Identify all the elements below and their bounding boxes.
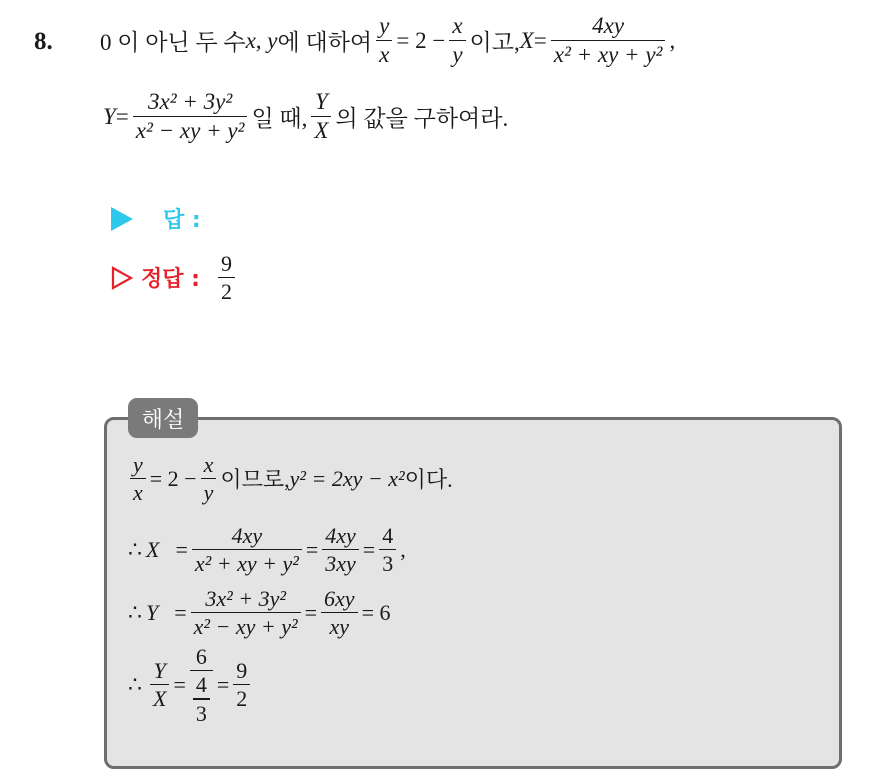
correct-answer-label: 정답 : — [141, 267, 200, 293]
therefore-symbol: ∴ — [128, 536, 142, 562]
fraction-numerator: 4 — [195, 672, 207, 698]
fraction-denominator: xy — [329, 614, 350, 640]
fraction-numerator: 9 — [220, 251, 232, 276]
fraction-bar — [449, 40, 465, 41]
solution-line-4 — [128, 645, 254, 725]
fraction-numerator: 9 — [236, 658, 248, 684]
fraction-bar — [133, 116, 248, 117]
fraction-numerator: 3x² + 3y² — [148, 89, 233, 114]
question-prompt-text: 의 값을 구하여라. — [335, 106, 509, 132]
question-line-2 — [103, 90, 508, 143]
solution-line-3 — [128, 587, 391, 638]
fraction-bar — [321, 612, 358, 613]
equals-sign: = — [175, 536, 188, 562]
fraction-4-over-3 — [379, 524, 396, 575]
fraction-bar — [150, 684, 169, 685]
question-vars: x, y — [245, 27, 278, 53]
correct-answer-fraction — [218, 252, 235, 303]
fraction-X-definition — [551, 14, 666, 67]
fraction-denominator: 2 — [236, 686, 248, 712]
question-after-text: 이고, — [469, 30, 520, 56]
solution-line-2 — [128, 524, 406, 575]
equals-two-minus: = 2 − — [149, 465, 197, 491]
fraction-denominator: 2 — [220, 279, 232, 305]
variable-X: X — [146, 536, 160, 562]
outline-triangle-icon — [111, 266, 133, 290]
fraction-numerator: x — [203, 452, 214, 477]
fraction-numerator: Y — [315, 89, 328, 114]
fraction-bar — [311, 116, 331, 117]
fraction-bar — [218, 277, 235, 278]
fraction-y-over-x — [130, 453, 146, 504]
fraction-6xy-over-xy — [321, 587, 358, 638]
fraction-denominator: X — [314, 118, 329, 144]
solution-line-1 — [126, 453, 453, 504]
fraction-bar — [376, 40, 392, 41]
fraction-bar — [192, 549, 302, 550]
fraction-bar — [191, 612, 301, 613]
fraction-Y-definition — [133, 90, 248, 143]
fraction-numerator: 4xy — [231, 523, 263, 548]
fraction-denominator: x² − xy + y² — [135, 118, 245, 144]
fraction-numerator: 6 — [195, 644, 207, 669]
fraction-numerator: Y — [153, 658, 166, 684]
fraction-denominator: x² + xy + y² — [194, 551, 299, 577]
fraction-y-over-x — [376, 14, 392, 67]
equals-two-minus: = 2 − — [396, 27, 446, 53]
fraction-denominator: x — [379, 42, 390, 68]
solution-ending-text: 이다. — [404, 467, 453, 493]
fraction-denominator: x — [133, 480, 143, 506]
comma: , — [669, 27, 676, 53]
fraction-bar — [193, 698, 210, 699]
fraction-bar — [379, 549, 396, 550]
fraction-numerator: 4xy — [592, 13, 625, 38]
equals-six: = 6 — [361, 599, 391, 625]
fraction-numerator: y — [133, 452, 143, 477]
fraction-denominator — [190, 673, 213, 724]
fraction-denominator: x² − xy + y² — [193, 614, 298, 640]
equals-sign: = — [115, 103, 129, 129]
fraction-x-over-y — [201, 453, 217, 504]
variable-Y: Y — [146, 599, 159, 625]
inner-fraction — [193, 673, 210, 724]
fraction-Y-over-X — [311, 90, 331, 143]
equals-sign: = — [216, 671, 230, 697]
question-number: 8. — [34, 28, 53, 55]
equals-sign: = — [304, 599, 318, 625]
fraction-numerator: 4xy — [325, 523, 356, 548]
compound-fraction — [190, 645, 213, 725]
solution-connective-text: 이므로, — [220, 467, 290, 493]
equals-sign: = — [533, 27, 547, 53]
solution-tag: 해설 — [128, 398, 198, 438]
fraction-bar — [233, 684, 250, 685]
equals-sign: = — [173, 671, 186, 697]
answer-label: 답 : — [163, 208, 201, 233]
fraction-denominator: y — [203, 480, 214, 506]
fraction-numerator: x — [452, 13, 463, 38]
comma: , — [400, 536, 406, 562]
fraction-bar — [201, 478, 217, 479]
fraction-bar — [130, 478, 146, 479]
fraction-denominator: X — [153, 686, 167, 712]
equals-sign: = — [305, 536, 319, 562]
therefore-symbol: ∴ — [128, 599, 142, 625]
fraction-numerator: 6xy — [324, 586, 355, 611]
fraction-numerator: 3x² + 3y² — [205, 586, 286, 611]
question-lead-text: 0 이 아닌 두 수 — [100, 30, 246, 56]
variable-X: X — [519, 27, 534, 53]
equals-sign: = — [362, 536, 376, 562]
fraction-bar — [551, 40, 666, 41]
answer-row — [111, 203, 201, 234]
fraction-numerator: 4 — [382, 523, 394, 548]
fraction-denominator: 3 — [195, 700, 207, 726]
question-line-1 — [100, 14, 675, 67]
question-mid-text: 에 대하여 — [277, 30, 373, 56]
fraction-bar — [190, 670, 213, 671]
fraction-numerator: y — [379, 13, 390, 38]
correct-answer-row — [111, 252, 239, 303]
fraction-denominator: 3xy — [325, 551, 356, 577]
solution-expression: y² = 2xy − x² — [289, 465, 405, 491]
therefore-symbol: ∴ — [128, 671, 142, 697]
fraction-9-over-2 — [233, 659, 250, 710]
fraction-X-definition — [192, 524, 302, 575]
fraction-4xy-over-3xy — [322, 524, 359, 575]
fraction-denominator: x² + xy + y² — [553, 42, 663, 68]
fraction-denominator: y — [452, 42, 463, 68]
fraction-denominator: 3 — [382, 551, 394, 577]
fraction-x-over-y — [449, 14, 465, 67]
play-triangle-icon — [111, 207, 133, 231]
question-condition-text: 일 때, — [251, 106, 308, 132]
fraction-bar — [322, 549, 359, 550]
equals-sign: = — [174, 599, 187, 625]
fraction-Y-definition — [191, 587, 301, 638]
variable-Y: Y — [103, 103, 116, 129]
fraction-Y-over-X — [150, 659, 169, 710]
